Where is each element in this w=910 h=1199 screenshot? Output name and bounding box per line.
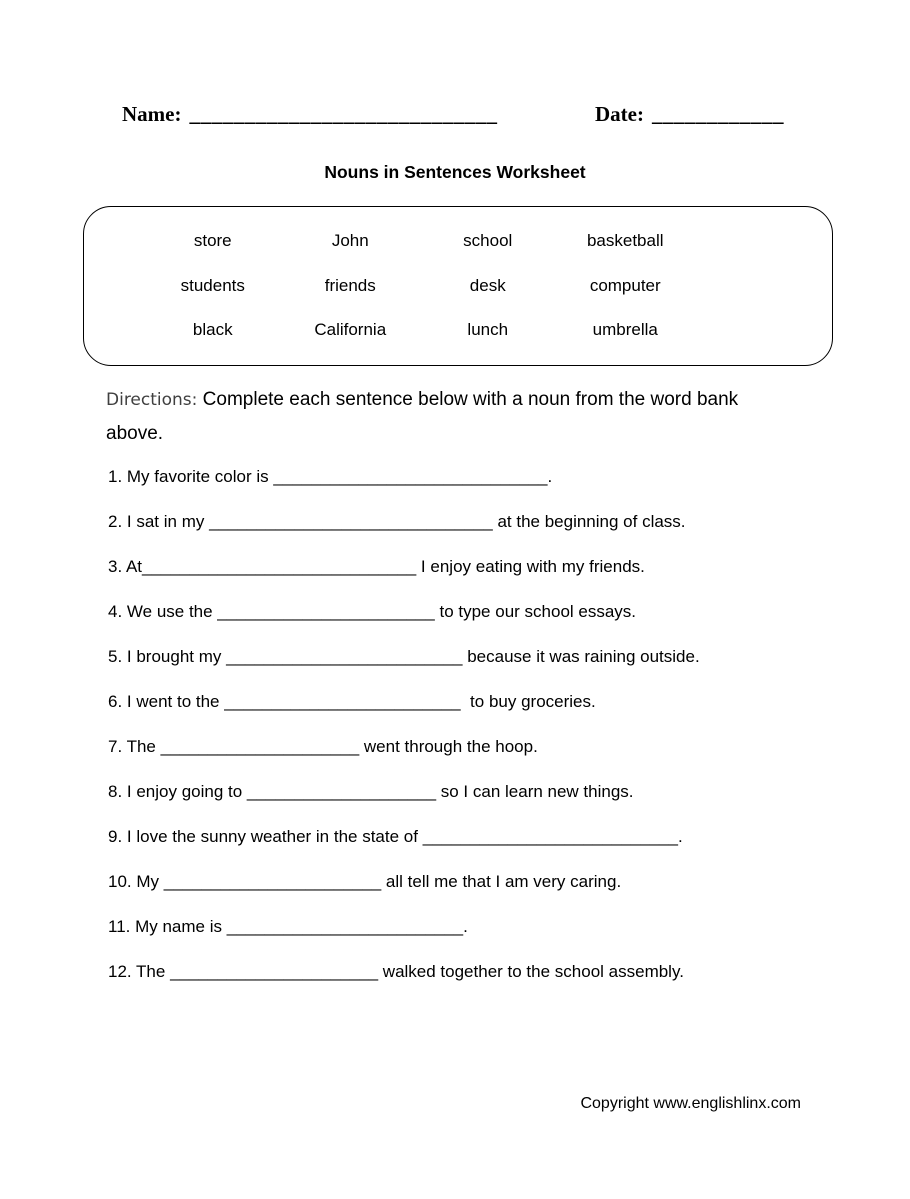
name-label: Name: bbox=[122, 102, 182, 126]
word-bank-item: umbrella bbox=[592, 320, 658, 340]
sentence-item-4: 4. We use the _______________________ to type our school essays. bbox=[108, 602, 637, 621]
word-bank-grid bbox=[144, 219, 694, 353]
word-bank-item: store bbox=[193, 231, 232, 251]
directions-paragraph bbox=[106, 383, 766, 450]
worksheet-header bbox=[0, 0, 910, 128]
date-field bbox=[595, 100, 784, 128]
word-bank-item: friends bbox=[324, 275, 376, 295]
directions-label: Directions: bbox=[106, 390, 198, 410]
sentence-item-6: 6. I went to the _________________________ to buy groceries. bbox=[108, 692, 596, 711]
sentence-item-9: 9. I love the sunny weather in the state of ___________________________. bbox=[108, 827, 683, 846]
sentence-item-12: 12. The ______________________ walked together to the school assembly. bbox=[108, 962, 684, 981]
directions-text: Complete each sentence below with a noun from the word bank above. bbox=[106, 389, 739, 444]
sentence-item-3: 3. At_____________________________ I enjoy eating with my friends. bbox=[108, 557, 645, 576]
sentence-item-5: 5. I brought my _________________________ because it was raining outside. bbox=[108, 647, 700, 666]
name-blank-line: ____________________________ bbox=[189, 102, 498, 126]
word-bank-item: students bbox=[180, 275, 245, 295]
date-blank-line: ____________ bbox=[652, 102, 784, 126]
name-field bbox=[122, 100, 497, 128]
sentence-item-7: 7. The _____________________ went through the hoop. bbox=[108, 737, 538, 756]
word-bank-item: desk bbox=[469, 275, 506, 295]
word-bank-item: lunch bbox=[467, 320, 509, 340]
sentence-list bbox=[108, 466, 910, 982]
sentence-item-1: 1. My favorite color is _____________________________. bbox=[108, 467, 553, 486]
sentence-item-11: 11. My name is _________________________. bbox=[108, 917, 468, 936]
word-bank-item: John bbox=[331, 231, 369, 251]
word-bank-item: basketball bbox=[586, 231, 664, 251]
word-bank-box bbox=[83, 206, 833, 366]
sentence-item-2: 2. I sat in my ______________________________ at the beginning of class. bbox=[108, 512, 686, 531]
word-bank-item: school bbox=[463, 231, 513, 251]
page-title: Nouns in Sentences Worksheet bbox=[324, 162, 586, 182]
word-bank-item: black bbox=[192, 320, 233, 340]
word-bank-item: computer bbox=[589, 275, 661, 295]
copyright-text: Copyright www.englishlinx.com bbox=[580, 1095, 801, 1112]
sentence-item-8: 8. I enjoy going to ____________________ so I can learn new things. bbox=[108, 782, 634, 801]
sentence-item-10: 10. My _______________________ all tell me that I am very caring. bbox=[108, 872, 622, 891]
word-bank-item: California bbox=[314, 320, 387, 340]
date-label: Date: bbox=[595, 102, 644, 126]
